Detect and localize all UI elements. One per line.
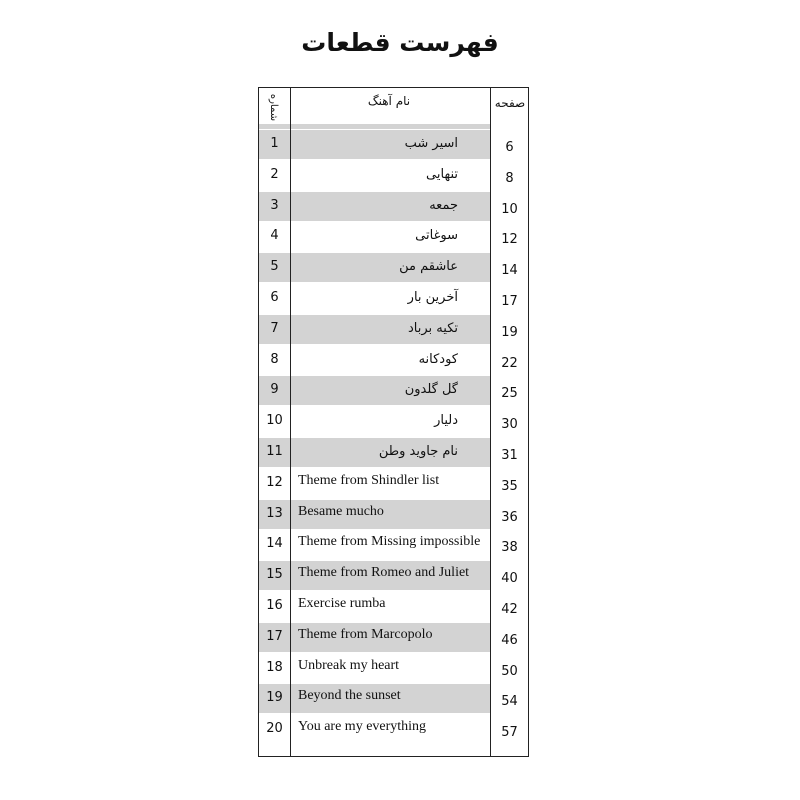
table-row — [259, 407, 528, 436]
row-song-name: تنهایی — [426, 166, 458, 182]
row-page: 22 — [501, 355, 518, 371]
row-number: 10 — [266, 413, 283, 429]
row-number: 14 — [266, 536, 283, 552]
row-page: 12 — [501, 232, 518, 248]
table-row — [259, 284, 528, 313]
row-page: 35 — [501, 478, 518, 494]
table-row — [259, 684, 528, 713]
row-song-name: Beyond the sunset — [298, 688, 401, 704]
row-song-name: Theme from Romeo and Juliet — [298, 565, 470, 581]
row-page: 40 — [501, 571, 518, 587]
table-row — [259, 530, 528, 559]
row-song-name: Unbreak my heart — [298, 657, 400, 673]
row-number: 13 — [266, 505, 283, 521]
table-row — [259, 715, 528, 744]
row-song-name: You are my everything — [298, 719, 427, 735]
table-row — [259, 192, 528, 221]
row-number: 7 — [270, 320, 279, 336]
row-page: 8 — [505, 170, 514, 186]
row-page: 36 — [501, 509, 518, 525]
row-song-name: Theme from Shindler list — [298, 472, 440, 488]
row-page: 14 — [501, 263, 518, 279]
row-page: 6 — [505, 140, 514, 155]
row-song-name: Exercise rumba — [298, 596, 386, 611]
row-song-name: سوغاتی — [415, 228, 458, 244]
table-row — [259, 161, 528, 190]
row-page: 17 — [501, 294, 518, 309]
row-song-name: اسیر شب — [404, 136, 458, 151]
table-row — [259, 222, 528, 251]
row-page: 46 — [501, 632, 518, 648]
row-number: 5 — [270, 259, 279, 275]
row-page: 19 — [501, 324, 518, 340]
row-page: 42 — [501, 602, 518, 617]
row-number: 8 — [270, 351, 279, 367]
header-page: صفحه — [494, 96, 526, 110]
row-number: 2 — [270, 166, 279, 182]
row-number: 4 — [270, 228, 279, 244]
row-number: 11 — [266, 444, 283, 459]
row-song-name: Theme from Missing impossible — [298, 534, 481, 550]
row-page: 10 — [501, 201, 518, 217]
row-page: 50 — [501, 663, 518, 679]
row-song-name: آخرین بار — [407, 290, 458, 305]
table-row — [259, 654, 528, 683]
row-page: 30 — [501, 417, 518, 433]
table-row — [259, 623, 528, 652]
table-row — [259, 592, 528, 621]
row-song-name: دلیار — [434, 413, 458, 429]
table-row — [259, 253, 528, 282]
row-number: 18 — [266, 659, 283, 675]
row-song-name: Besame mucho — [298, 503, 384, 519]
table-row — [259, 315, 528, 344]
table-row — [259, 469, 528, 498]
row-number: 15 — [266, 567, 283, 583]
row-number: 17 — [266, 628, 283, 644]
row-page: 57 — [501, 725, 518, 741]
row-song-name: نام جاوید وطن — [378, 444, 458, 459]
row-page: 54 — [501, 694, 518, 710]
row-number: 16 — [266, 598, 283, 613]
table-row — [259, 500, 528, 529]
table-row — [259, 130, 528, 159]
table-row — [259, 438, 528, 467]
column-divider — [490, 88, 491, 756]
header-number-label: شماره — [268, 93, 280, 121]
row-song-name: عاشقم من — [399, 259, 458, 275]
row-page: 31 — [501, 448, 518, 463]
row-song-name: کودکانه — [418, 351, 458, 367]
row-number: 3 — [270, 197, 279, 213]
table-row — [259, 376, 528, 405]
column-divider — [290, 88, 291, 756]
table-row — [259, 346, 528, 375]
contents-table — [258, 87, 529, 757]
row-page: 38 — [501, 540, 518, 556]
table-row — [259, 561, 528, 590]
page-title: فهرست قطعات — [301, 28, 499, 57]
row-page: 25 — [501, 386, 518, 402]
row-number: 1 — [270, 136, 279, 151]
header-name: نام آهنگ — [367, 94, 411, 108]
row-number: 19 — [266, 690, 283, 706]
row-song-name: تکیه برباد — [408, 320, 458, 336]
row-song-name: جمعه — [429, 197, 458, 213]
row-number: 20 — [266, 721, 283, 737]
row-number: 6 — [270, 290, 279, 305]
row-song-name: Theme from Marcopolo — [298, 626, 433, 642]
row-number: 12 — [266, 474, 283, 490]
row-number: 9 — [270, 382, 279, 398]
header-separator-strip — [259, 124, 490, 129]
table-body — [259, 88, 528, 756]
row-song-name: گل گلدون — [404, 382, 458, 398]
header-number — [261, 92, 287, 122]
